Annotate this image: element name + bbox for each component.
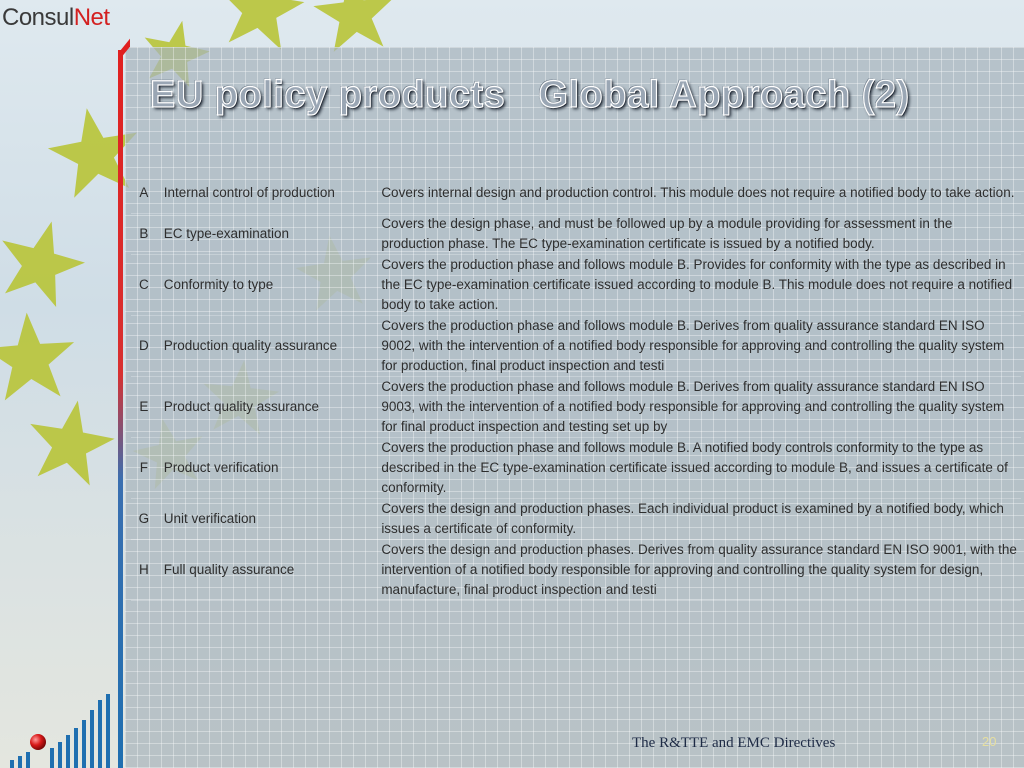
conformity-modules-table xyxy=(131,173,1021,601)
bar-graph-decoration xyxy=(0,0,130,768)
table-row xyxy=(131,498,1021,539)
module-letter: B xyxy=(139,225,149,241)
module-description: Covers the production phase and follows module B. Provides for conformity with the type as described in the EC type-examination certificate issued according to module B. This module does not require a notified body to take action. xyxy=(381,256,1013,312)
module-description: Covers the design and production phases. Derives from quality assurance standard EN ISO 9001, with the intervention of a notified body responsible for approving and controlling the quality system for design, manufacture, final product inspection and testi xyxy=(381,541,1017,597)
module-letter: H xyxy=(138,561,149,577)
consulnet-logo xyxy=(2,4,110,32)
module-name: Full quality assurance xyxy=(163,561,295,577)
module-description: Covers internal design and production control. This module does not require a notified body to take action. xyxy=(381,184,1015,200)
module-letter: F xyxy=(139,459,148,475)
module-description: Covers the production phase and follows module B. Derives from quality assurance standard EN ISO 9002, with the intervention of a notified body responsible for approving and controlling the quality system for production, final product inspection and testi xyxy=(381,317,1005,373)
logo-part1: Consul xyxy=(2,4,74,31)
module-name: Unit verification xyxy=(163,510,257,526)
table-row xyxy=(131,213,1021,254)
module-description: Covers the design phase, and must be followed up by a module providing for assessment in the production phase. The EC type-examination certificate is issued by a notified body. xyxy=(381,215,953,251)
module-name: EC type-examination xyxy=(163,225,290,241)
module-description: Covers the production phase and follows module B. Derives from quality assurance standard EN ISO 9003, with the intervention of a notified body responsible for approving and controlling the quality system for final product inspection and testing set up by xyxy=(381,378,1005,434)
module-letter: G xyxy=(138,510,150,526)
footer-text: The R&TTE and EMC Directives xyxy=(632,735,836,751)
module-description: Covers the design and production phases. Each individual product is examined by a notified body, which issues a certificate of conformity. xyxy=(381,500,1004,536)
table-row xyxy=(131,173,1021,213)
module-name: Product verification xyxy=(163,459,279,475)
module-letter: C xyxy=(138,276,149,292)
page-number: 20 xyxy=(982,734,997,749)
table-row xyxy=(131,376,1021,437)
module-name: Conformity to type xyxy=(163,276,274,292)
table-row xyxy=(131,254,1021,315)
slide-title: EU policy products Global Approach (2) xyxy=(150,74,910,116)
table-row xyxy=(131,315,1021,376)
table-row xyxy=(131,539,1021,600)
module-name: Production quality assurance xyxy=(163,337,338,353)
module-letter: D xyxy=(138,337,149,353)
table-row xyxy=(131,437,1021,498)
module-name: Product quality assurance xyxy=(163,398,320,414)
module-letter: E xyxy=(139,398,149,414)
module-name: Internal control of production xyxy=(163,184,335,200)
module-description: Covers the production phase and follows module B. A notified body controls conformity to the type as described in the EC type-examination certificate issued according to module B, and issues a certificate of conformity. xyxy=(381,439,1008,495)
module-letter: A xyxy=(139,184,149,200)
logo-part2: Net xyxy=(73,4,110,31)
